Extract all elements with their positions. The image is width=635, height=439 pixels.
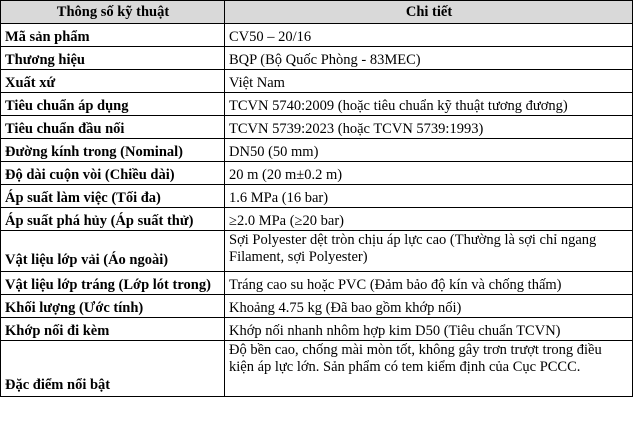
row-label[interactable]: Khối lượng (Ước tính) [1,295,225,318]
table-row [1,93,633,116]
row-label[interactable]: Vật liệu lớp tráng (Lớp lót trong) [1,272,225,295]
row-value[interactable]: Việt Nam [225,70,633,93]
row-value[interactable]: Khớp nối nhanh nhôm hợp kim D50 (Tiêu chuẩn TCVN) [225,318,633,341]
table-row [1,318,633,341]
row-label[interactable]: Khớp nối đi kèm [1,318,225,341]
row-value[interactable]: DN50 (50 mm) [225,139,633,162]
table-row [1,272,633,295]
row-value[interactable]: 20 m (20 m±0.2 m) [225,162,633,185]
table-row [1,70,633,93]
row-label[interactable]: Thương hiệu [1,47,225,70]
row-label[interactable]: Áp suất phá hủy (Áp suất thử) [1,208,225,231]
row-label[interactable]: Xuất xứ [1,70,225,93]
table-row [1,231,633,272]
row-label[interactable]: Đường kính trong (Nominal) [1,139,225,162]
row-label[interactable]: Tiêu chuẩn đầu nối [1,116,225,139]
table-row [1,185,633,208]
row-value[interactable]: BQP (Bộ Quốc Phòng - 83MEC) [225,47,633,70]
row-value[interactable]: CV50 – 20/16 [225,24,633,47]
row-label[interactable]: Tiêu chuẩn áp dụng [1,93,225,116]
header-spec[interactable]: Thông số kỹ thuật [1,1,225,24]
row-label[interactable]: Đặc điểm nổi bật [1,341,225,397]
row-value[interactable]: TCVN 5739:2023 (hoặc TCVN 5739:1993) [225,116,633,139]
table-row [1,24,633,47]
row-label[interactable]: Vật liệu lớp vải (Áo ngoài) [1,231,225,272]
table-row [1,341,633,397]
table-row [1,208,633,231]
table-row [1,162,633,185]
table-row [1,116,633,139]
row-value[interactable]: 1.6 MPa (16 bar) [225,185,633,208]
row-label[interactable]: Áp suất làm việc (Tối đa) [1,185,225,208]
row-value[interactable]: Độ bền cao, chống mài mòn tốt, không gây trơn trượt trong điều kiện áp lực lớn. Sản phẩm có tem kiểm định của Cục PCCC. [225,341,633,397]
row-value[interactable]: TCVN 5740:2009 (hoặc tiêu chuẩn kỹ thuật tương đương) [225,93,633,116]
header-detail[interactable]: Chi tiết [225,1,633,24]
row-value[interactable]: Sợi Polyester dệt tròn chịu áp lực cao (Thường là sợi chỉ ngang Filament, sợi Polyester) [225,231,633,272]
row-value[interactable]: Tráng cao su hoặc PVC (Đảm bảo độ kín và chống thấm) [225,272,633,295]
row-value[interactable]: Khoảng 4.75 kg (Đã bao gồm khớp nối) [225,295,633,318]
header-row [1,1,633,24]
row-value[interactable]: ≥2.0 MPa (≥20 bar) [225,208,633,231]
table-row [1,139,633,162]
table-row [1,47,633,70]
row-label[interactable]: Mã sản phẩm [1,24,225,47]
table-row [1,295,633,318]
row-label[interactable]: Độ dài cuộn vòi (Chiều dài) [1,162,225,185]
